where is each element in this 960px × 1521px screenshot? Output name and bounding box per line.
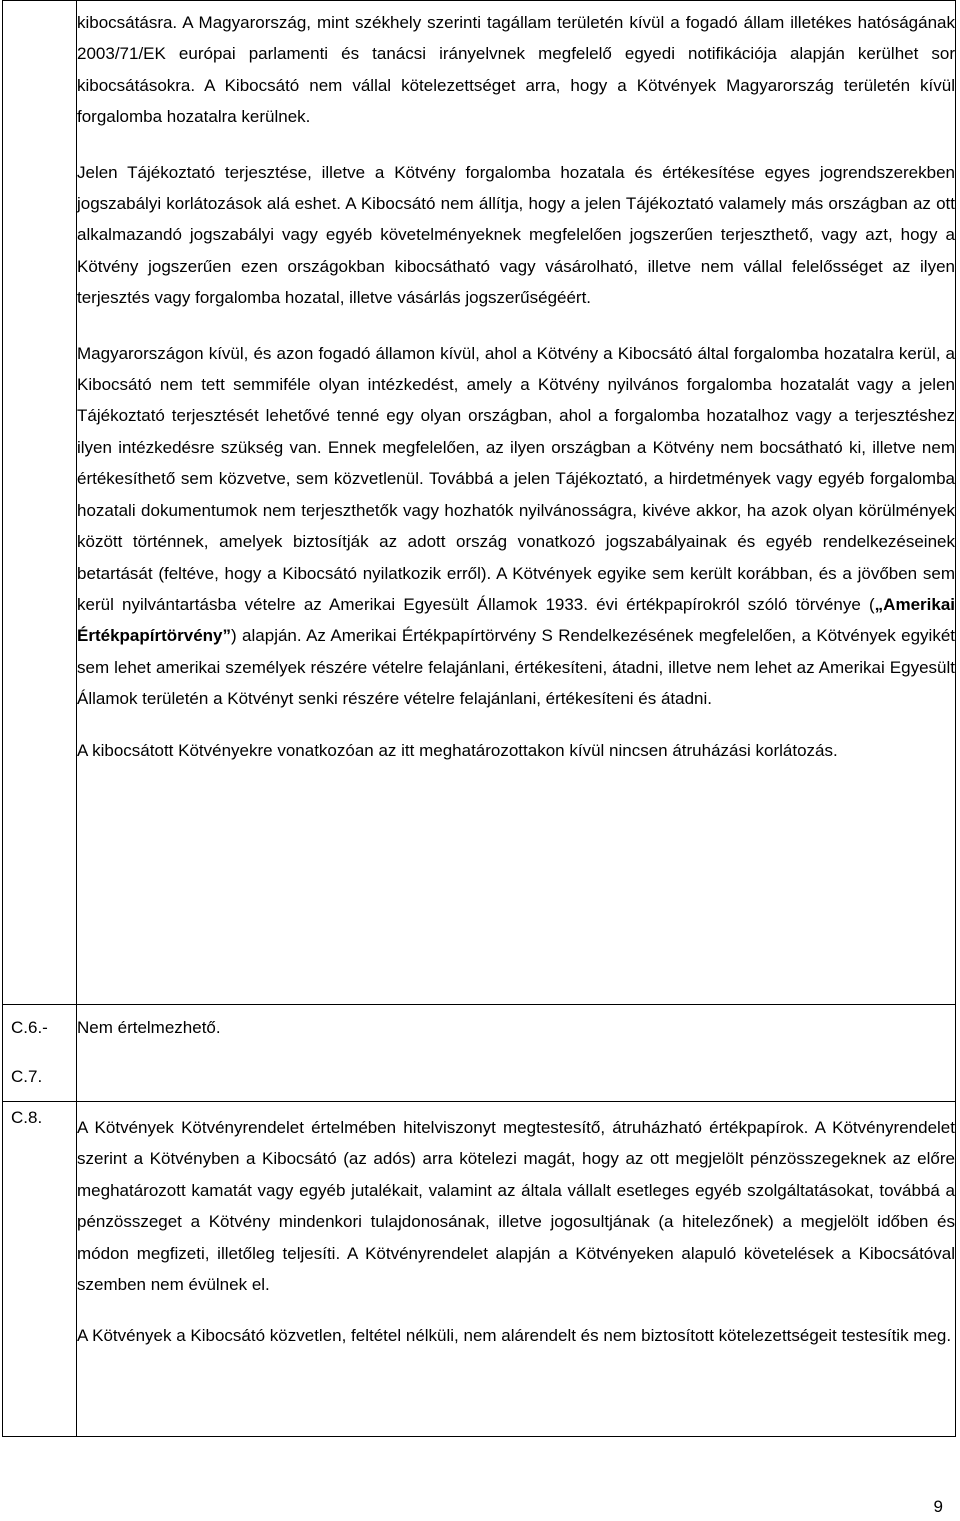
section-label-c7: C.7. <box>11 1067 43 1087</box>
paragraph-text-part: Magyarországon kívül, és azon fogadó államon kívül, ahol a Kötvény a Kibocsátó által forgalomba hozatalra kerül, a Kibocsátó nem tett semmiféle olyan intézkedést, amely a Kötvény nyilvános forgalomba hozatalát vagy a jelen Tájékoztató terjesztését lehetővé tenné egy olyan országban, ahol a forgalomba hozatalhoz vagy a terjesztéshez ilyen intézkedésre szükség van. Ennek megfelelően, az ilyen országban a Kötvény nem bocsátható ki, illetve nem értékesíthető sem közvetve, sem közvetlenül. Továbbá a jelen Tájékoztató, a hirdetmények vagy egyéb forgalomba hozatali dokumentumok nem terjeszthetők vagy hozhatók nyilvánosságra, kivéve akkor, ha azok olyan körülmények között történnek, amelyek biztosítják az adott ország vonatkozó jogszabályainak és egyéb rendelkezéseinek betartását (feltéve, hogy a Kibocsátó nyilatkozik erről). A Kötvények egyike sem került korábban, és a jövőben sem kerül nyilvántartásba vételre az Amerikai Egyesült Államok 1933. évi értékpapírokról szóló törvénye ( <box>77 343 955 614</box>
table-row-c8 <box>3 1102 956 1437</box>
paragraph-distribution-restriction: Jelen Tájékoztató terjesztése, illetve a Kötvény forgalomba hozatala és értékesítése egyes jogrendszerekben jogszabályi korlátozások alá eshet. A Kibocsátó nem állítja, hogy a jelen Tájékoztató valamely más országban az ott alkalmazandó jogszabályi vagy egyéb követelményeknek megfelelően jogszerűen terjeszthető, vagy azt, hogy a Kötvény jogszerűen ezen országokban kibocsátható vagy vásárolható, illetve nem vállal felelősséget az ilyen terjesztés vagy forgalomba hozatal, illetve vásárlás jogszerűségéért. <box>77 162 955 308</box>
page-number: 9 <box>933 1497 943 1516</box>
paragraph-bond-rights: A Kötvények Kötvényrendelet értelmében hitelviszonyt megtestesítő, átruházható értékpapírok. A Kötvényrendelet szerint a Kötvényben a Kibocsátó (az adós) arra kötelezi magát, hogy az ott megjelölt pénzösszegeknek az előre meghatározott kamatát vagy egyéb jutalékait, valamint az általa vállalt esetleges egyéb szolgáltatásokat, továbbá a pénzösszeget a Kötvény mindenkori tulajdonosának, illetve jogosultjának (a hitelezőnek) a megjelölt időben és módon megfizeti, illetőleg teljesíti. A Kötvényrendelet alapján a Kötvényeken alapuló követelések a Kibocsátóval szemben nem évülnek el. <box>77 1118 955 1295</box>
paragraph-bond-ranking: A Kötvények a Kibocsátó közvetlen, feltétel nélküli, nem alárendelt és nem biztosított kötelezettségeit testesítik meg. <box>77 1326 952 1346</box>
text-cell-c8 <box>77 1102 956 1437</box>
section-label-c8: C.8. <box>11 1108 43 1127</box>
section-label-c6: C.6.- <box>11 1018 48 1037</box>
label-cell-c8 <box>3 1102 77 1437</box>
label-cell-c6-c7 <box>3 1005 77 1102</box>
summary-table <box>2 0 956 1437</box>
table-row-continued <box>3 1 956 1005</box>
paragraph-not-applicable: Nem értelmezhető. <box>77 1018 221 1037</box>
securities-act-term: „Amerikai Értékpapírtörvény” <box>77 594 955 646</box>
paragraph-text-part: ) alapján. Az Amerikai Értékpapírtörvény S Rendelkezésének megfelelően, a Kötvények egyikét sem lehet amerikai személyek részére vételre felajánlani, értékesíteni, átadni, illetve nem lehet az Amerikai Egyesült Államok területén a Kötvényt senki részére vételre felajánlani, értékesíteni és átadni. <box>77 626 955 709</box>
text-cell-continued <box>77 1 956 1005</box>
label-cell-empty <box>3 1 77 1005</box>
paragraph-offering-restriction: kibocsátásra. A Magyarország, mint székhely szerinti tagállam területén kívül a fogadó állam illetékes hatóságának 2003/71/EK európai parlamenti és tanácsi irányelvnek megfelelő egyedi notifikációja alapján kerülhet sor kibocsátásokra. A Kibocsátó nem vállal kötelezettséget arra, hogy a Kötvények Magyarország területén kívül forgalomba hozatalra kerülnek. <box>77 13 955 127</box>
paragraph-transfer-restriction: A kibocsátott Kötvényekre vonatkozóan az itt meghatározottakon kívül nincsen átruházási korlátozás. <box>77 740 838 760</box>
paragraph-foreign-jurisdictions <box>77 338 955 715</box>
text-cell-c6-c7 <box>77 1005 956 1102</box>
table-row-c6-c7 <box>3 1005 956 1102</box>
